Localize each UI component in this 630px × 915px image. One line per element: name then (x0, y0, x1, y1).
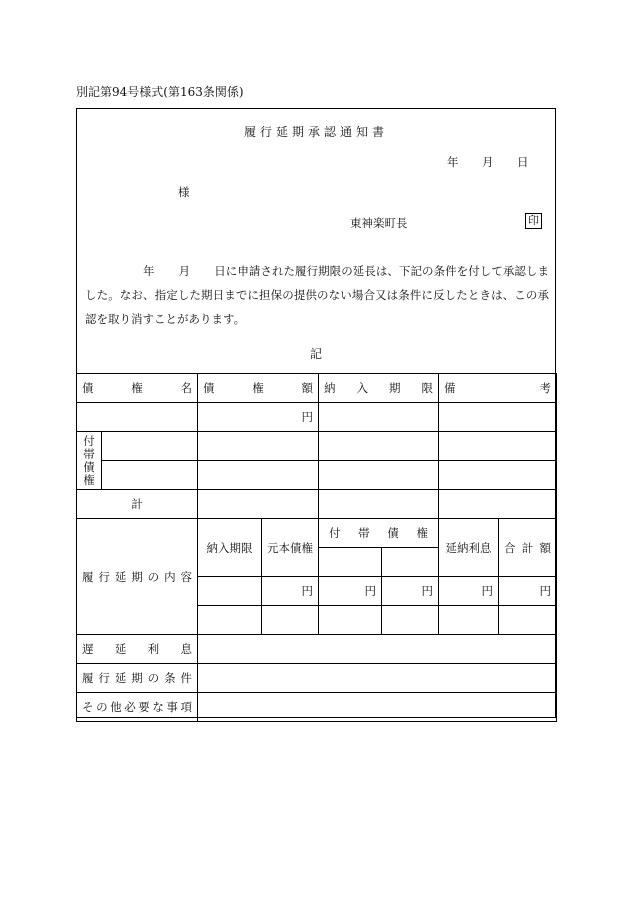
total-label: 計 (77, 490, 198, 519)
subheader-principal: 元本債権 (262, 519, 319, 577)
header-claim-amount: 債権額 (198, 374, 319, 403)
yen-label: 円 (198, 403, 319, 432)
yen-label: 円 (262, 577, 319, 606)
date-month-label: 月 (482, 155, 494, 169)
conditions-label: 履行延期の条件 (77, 664, 198, 693)
subheader-grand-total: 合計額 (499, 519, 557, 577)
form-frame (76, 108, 556, 718)
seal-mark: 印 (525, 213, 542, 229)
header-claim-name: 債権名 (77, 374, 198, 403)
yen-label: 円 (382, 577, 439, 606)
table-row (77, 432, 557, 461)
delay-interest-label: 遅延利息 (77, 635, 198, 664)
table-row (77, 461, 557, 490)
date-year-label: 年 (447, 155, 459, 169)
body-month: 月 (178, 264, 191, 278)
ki-label: 記 (309, 347, 322, 361)
conditions-row (77, 664, 557, 693)
attached-claim-label: 付 帯 債 権 (77, 432, 102, 490)
form-caption: 別記第94号様式(第163条関係) (76, 85, 244, 99)
table-row (77, 403, 557, 432)
body-year: 年 (143, 264, 155, 278)
date-day-label: 日 (517, 155, 529, 169)
delay-interest-row (77, 635, 557, 664)
total-row (77, 490, 557, 519)
subheader-attached: 付帯債権 (319, 519, 439, 548)
extension-content-label: 履行延期の内容 (77, 519, 198, 635)
addressee-suffix: 様 (178, 185, 190, 199)
subheader-due-date: 納入期限 (198, 519, 262, 577)
body-text: 日に申請された履行期限の延長は、下記の条件を付して承認しました。なお、指定した期日までに担保の提供のない場合又は条件に反したときは、この承認を取り消すことがあります。 (85, 264, 550, 326)
yen-label: 円 (319, 577, 382, 606)
issuer-name: 東神楽町長 (350, 216, 408, 230)
extension-header-row (77, 519, 557, 548)
other-label: その他必要な事項 (77, 693, 198, 722)
table-header-row (77, 374, 557, 403)
yen-label: 円 (499, 577, 557, 606)
subheader-delay-interest: 延納利息 (439, 519, 499, 577)
yen-label: 円 (439, 577, 499, 606)
claims-table (76, 373, 556, 722)
header-due-date: 納入期限 (319, 374, 439, 403)
document-title: 履行延期承認通知書 (243, 125, 388, 139)
notice-body (85, 259, 549, 331)
header-remarks: 備考 (439, 374, 557, 403)
other-row (77, 693, 557, 722)
